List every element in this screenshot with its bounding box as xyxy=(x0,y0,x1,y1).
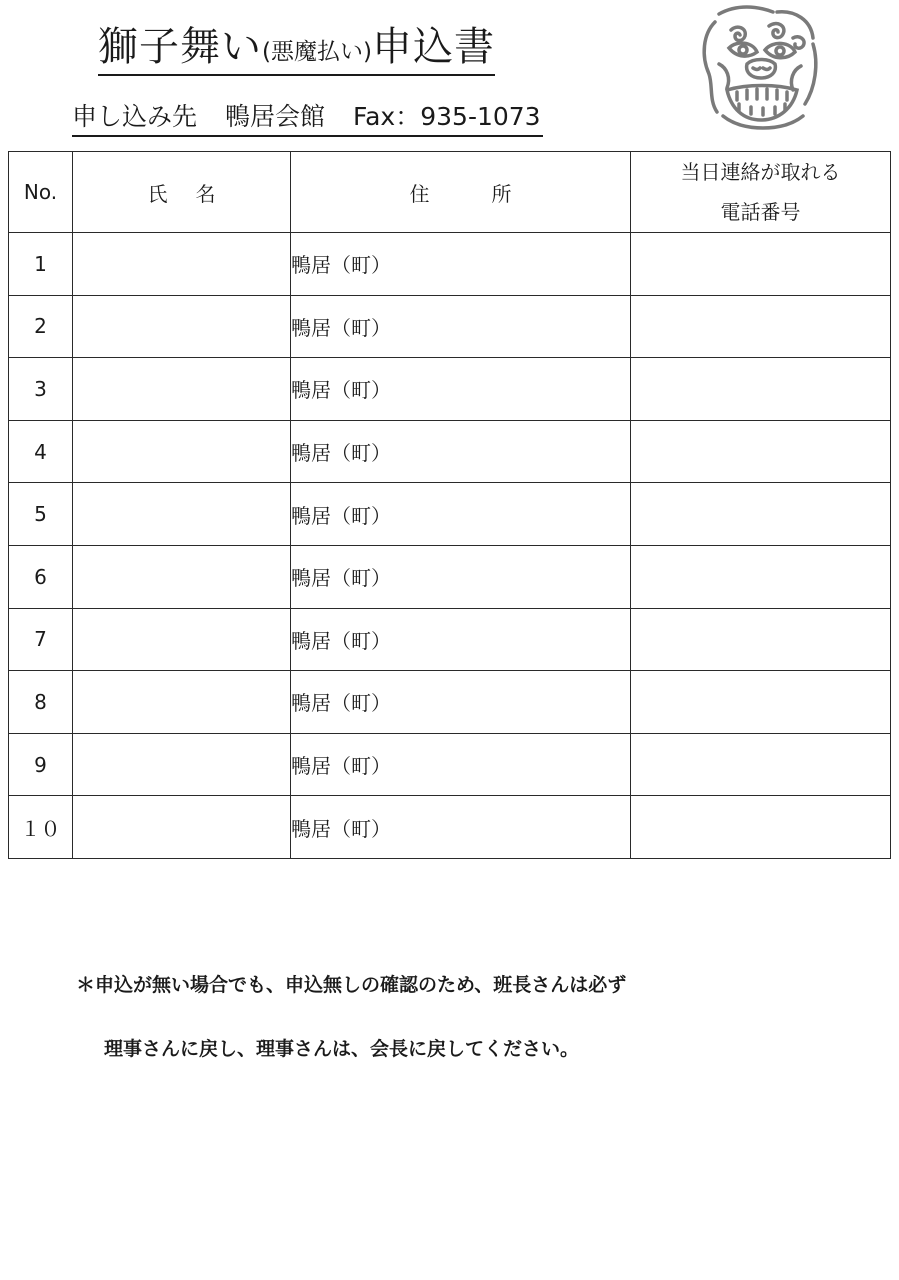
phone-field[interactable] xyxy=(631,545,891,608)
name-field[interactable] xyxy=(73,796,291,859)
phone-field[interactable] xyxy=(631,483,891,546)
title-main-before: 獅子舞い xyxy=(98,24,262,70)
table-row xyxy=(9,233,891,296)
name-field[interactable] xyxy=(73,608,291,671)
table-row xyxy=(9,671,891,734)
address-field[interactable]: 鴨居（町） xyxy=(291,796,631,859)
address-field[interactable]: 鴨居（町） xyxy=(291,233,631,296)
name-field[interactable] xyxy=(73,420,291,483)
destination-fax: Fax：935-1073 xyxy=(353,102,541,131)
table-row xyxy=(9,295,891,358)
phone-field[interactable] xyxy=(631,358,891,421)
table-row xyxy=(9,608,891,671)
header-address: 住所 xyxy=(291,152,631,233)
table-row xyxy=(9,545,891,608)
table-header-row xyxy=(9,152,891,233)
table-row xyxy=(9,483,891,546)
header-name: 氏名 xyxy=(73,152,291,233)
name-field[interactable] xyxy=(73,295,291,358)
table-row xyxy=(9,733,891,796)
page-title xyxy=(98,14,495,76)
header-phone-line1: 当日連絡が取れる xyxy=(680,160,841,184)
application-table xyxy=(8,151,891,859)
row-number: 9 xyxy=(9,733,73,796)
row-number: 1 xyxy=(9,233,73,296)
name-field[interactable] xyxy=(73,671,291,734)
header-phone xyxy=(631,152,891,233)
row-number: 3 xyxy=(9,358,73,421)
row-number: 5 xyxy=(9,483,73,546)
name-field[interactable] xyxy=(73,358,291,421)
address-field[interactable]: 鴨居（町） xyxy=(291,483,631,546)
title-main-after: 申込書 xyxy=(371,24,495,70)
phone-field[interactable] xyxy=(631,233,891,296)
destination-label: 申し込み先 xyxy=(72,102,198,131)
address-field[interactable]: 鴨居（町） xyxy=(291,608,631,671)
address-field[interactable]: 鴨居（町） xyxy=(291,295,631,358)
row-number: 6 xyxy=(9,545,73,608)
note-line-1: ＊申込が無い場合でも、申込無しの確認のため、班長さんは必ず xyxy=(76,974,627,996)
lion-dance-mask-icon xyxy=(697,4,821,132)
table-row xyxy=(9,420,891,483)
phone-field[interactable] xyxy=(631,608,891,671)
header-phone-line2: 電話番号 xyxy=(720,200,801,224)
address-field[interactable]: 鴨居（町） xyxy=(291,733,631,796)
address-field[interactable]: 鴨居（町） xyxy=(291,420,631,483)
row-number: １０ xyxy=(9,796,73,859)
row-number: 8 xyxy=(9,671,73,734)
destination-place: 鴨居会館 xyxy=(225,102,326,131)
title-subtitle: (悪魔払い) xyxy=(262,39,372,65)
note-line-2: 理事さんに戻し、理事さんは、会長に戻してください。 xyxy=(104,1038,580,1060)
table-row xyxy=(9,358,891,421)
address-field[interactable]: 鴨居（町） xyxy=(291,671,631,734)
phone-field[interactable] xyxy=(631,295,891,358)
phone-field[interactable] xyxy=(631,671,891,734)
table-row xyxy=(9,796,891,859)
address-field[interactable]: 鴨居（町） xyxy=(291,358,631,421)
name-field[interactable] xyxy=(73,233,291,296)
row-number: 7 xyxy=(9,608,73,671)
phone-field[interactable] xyxy=(631,796,891,859)
row-number: 4 xyxy=(9,420,73,483)
name-field[interactable] xyxy=(73,733,291,796)
name-field[interactable] xyxy=(73,483,291,546)
address-field[interactable]: 鴨居（町） xyxy=(291,545,631,608)
name-field[interactable] xyxy=(73,545,291,608)
submission-destination xyxy=(72,99,543,137)
phone-field[interactable] xyxy=(631,733,891,796)
phone-field[interactable] xyxy=(631,420,891,483)
header-no: No. xyxy=(9,152,73,233)
row-number: 2 xyxy=(9,295,73,358)
